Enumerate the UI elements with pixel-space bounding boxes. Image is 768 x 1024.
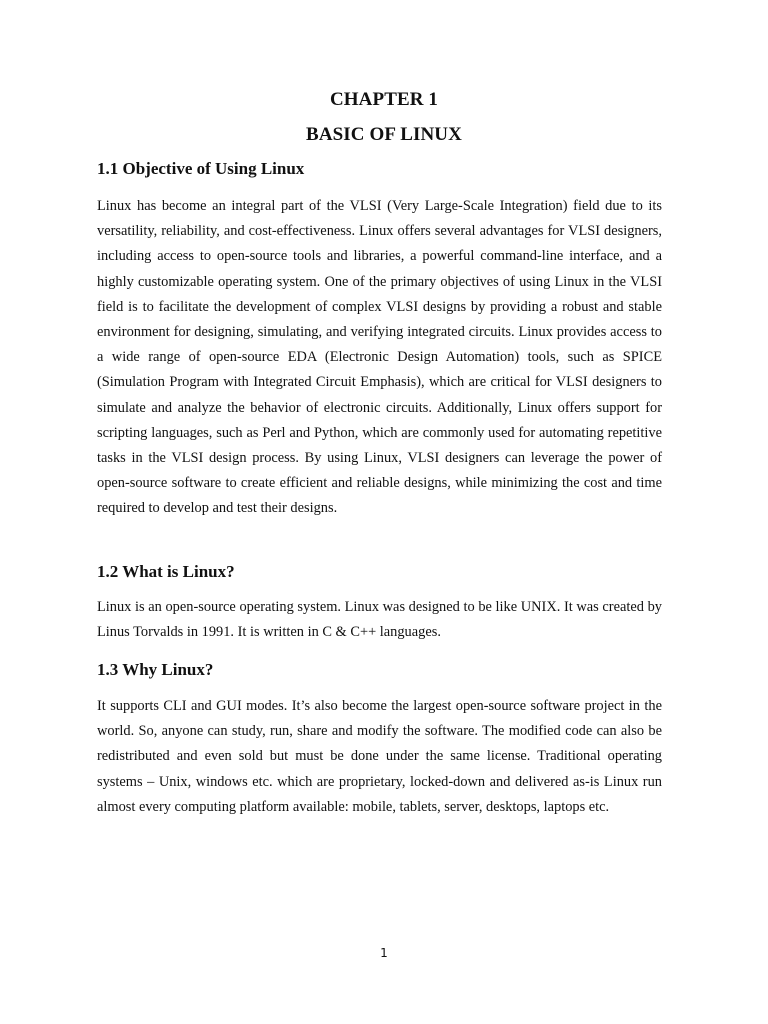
section-body-why-linux: It supports CLI and GUI modes. It’s also become the largest open-source software project in the world. So, anyone can study, run, share and modify the software. The modified code can also be redistributed and even sold but must be done under the same license. Traditional operating systems – Unix, windows etc. which are proprietary, locked-down and delivered as-is Linux run almost every computing platform available: mobile, tablets, server, desktops, laptops etc. [97, 698, 662, 815]
chapter-title: BASIC OF LINUX [306, 124, 462, 145]
section-heading-objective: 1.1 Objective of Using Linux [97, 159, 305, 178]
section-heading-why-linux: 1.3 Why Linux? [97, 660, 214, 679]
section-body-objective: Linux has become an integral part of the VLSI (Very Large-Scale Integration) field due to its versatility, reliability, and cost-effectiveness. Linux offers several advantages for VLSI designers, including access to open-source tools and libraries, a powerful command-line interface, and a highly customizable operating system. One of the primary objectives of using Linux in the VLSI field is to facilitate the development of complex VLSI designs by providing a robust and stable environment for designing, simulating, and verifying integrated circuits. Linux provides access to a wide range of open-source EDA (Electronic Design Automation) tools, such as SPICE (Simulation Program with Integrated Circuit Emphasis), which are critical for VLSI designers to simulate and analyze the behavior of electronic circuits. Additionally, Linux offers support for scripting languages, such as Perl and Python, which are commonly used for automating repetitive tasks in the VLSI design process. By using Linux, VLSI designers can leverage the power of open-source software to create efficient and reliable designs, while minimizing the cost and time required to develop and test their designs. [97, 198, 662, 517]
section-body-what-is-linux: Linux is an open-source operating system. Linux was designed to be like UNIX. It was created by Linus Torvalds in 1991. It is written in C & C++ languages. [97, 599, 662, 641]
section-heading-what-is-linux: 1.2 What is Linux? [97, 562, 235, 581]
chapter-number: CHAPTER 1 [329, 89, 439, 110]
page-number: 1 [380, 946, 388, 960]
